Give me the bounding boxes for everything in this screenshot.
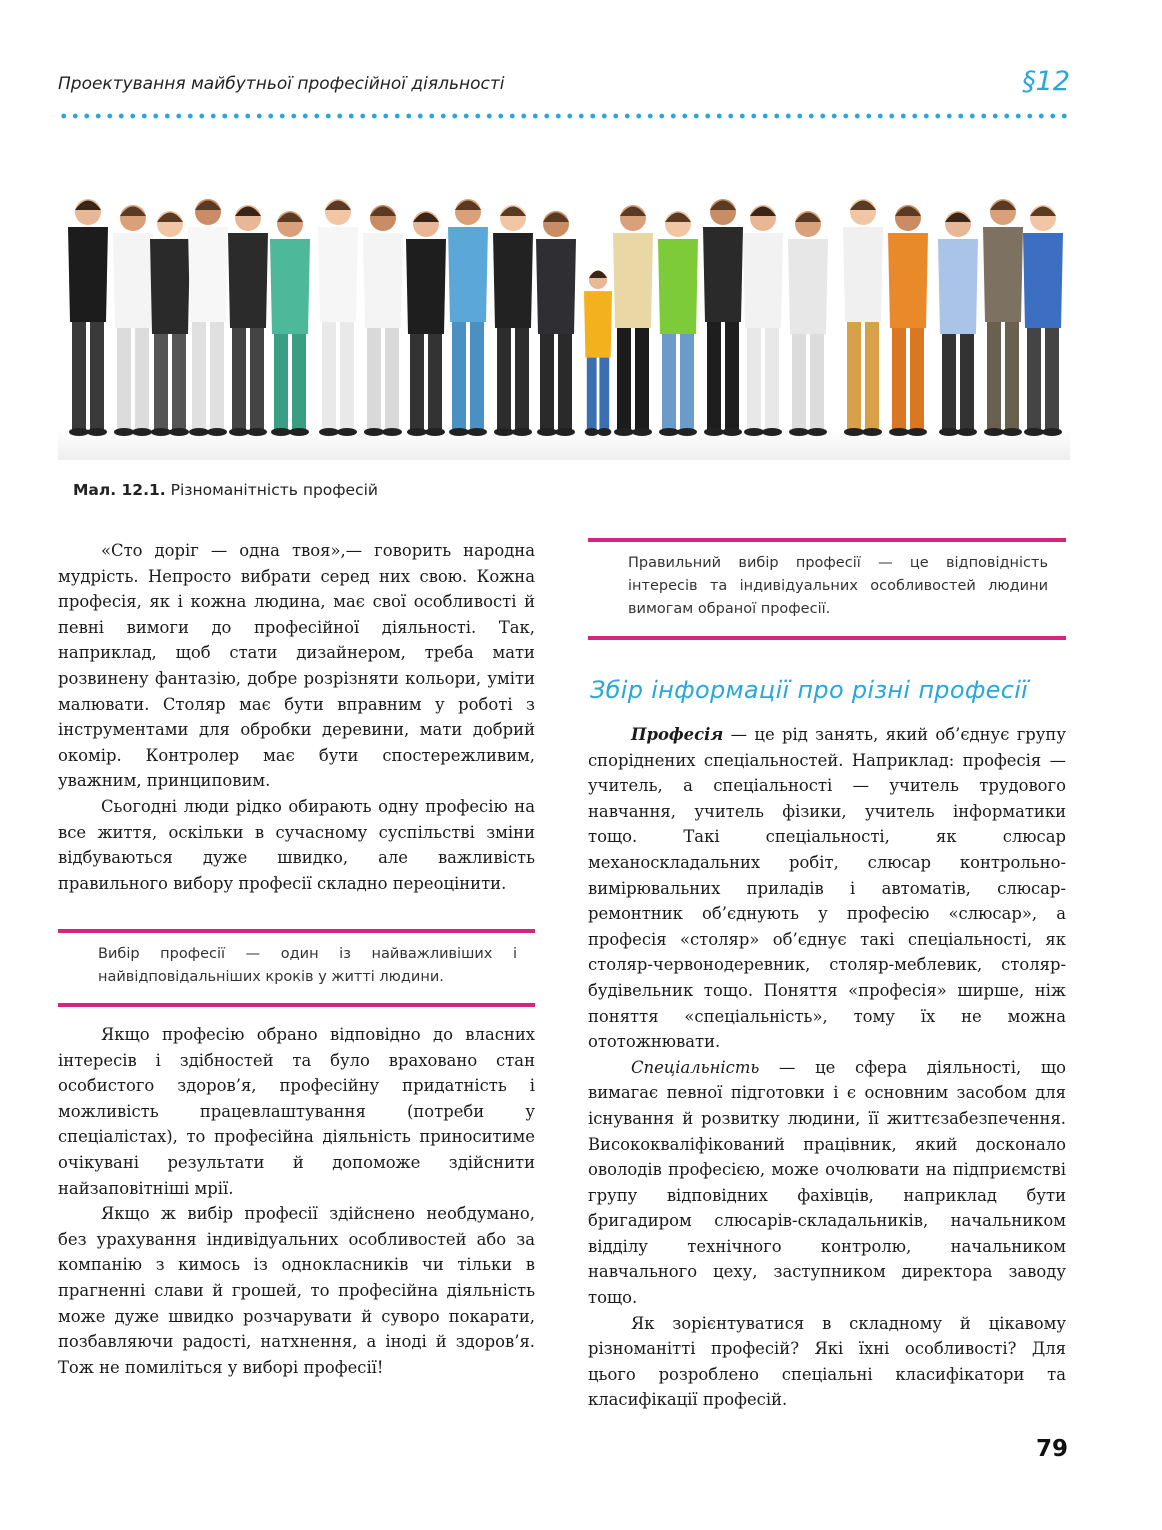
paragraph: Якщо ж вибір професії здійснено необдумано, без урахування індивідуальних особливостей або за компанію з кимось із однокласників чи тільки в прагненні слави й грошей, то професійна діяльність може дуже швидко розчарувати й суворо покарати, позбавляючи радості, натхнення, а іноді й здоров’я. Тож не помиліться у виборі професії!	[58, 1204, 535, 1377]
term-profession: Професія	[631, 725, 724, 744]
left-column-body	[58, 1022, 535, 1380]
professions-group-photo	[58, 160, 1070, 460]
paragraph	[588, 722, 1066, 1055]
key-statement-text: Правильний вибір професії — це відповідність інтересів та індивідуальних особливостей людини вимогам обраної професії.	[628, 555, 1048, 617]
paragraph	[588, 1055, 1066, 1311]
figure-caption	[73, 481, 378, 499]
definition-text: — це рід занять, який об’єднує групу споріднених спеціальностей. Наприклад: професія — учитель, а спеціальності — учитель трудового навчання, учитель фізики, учитель інформатики тощо. Такі спеціальності, як слюсар механоскладальних робіт, слюсар контрольно-вимірювальних приладів і автоматів, слюсар-ремонтник об’єднують у професію «слюсар», а професія «столяр» об’єднує такі спеціальності, як столяр-червонодеревник, столяр-меблевик, столяр-будівельник тощо. Поняття «професія» ширше, ніж поняття «спеціальність», тому їх не можна ототожнювати.	[588, 725, 1066, 1052]
key-statement-box-left	[58, 929, 535, 1007]
key-statement-text: Вибір професії — один із найважливіших і найвідповідальніших кроків у житті людини.	[98, 946, 517, 985]
figure-caption-label: Мал. 12.1.	[73, 481, 166, 499]
right-column-body	[588, 722, 1066, 1413]
section-number: §12	[1022, 66, 1070, 97]
paragraph: Як зорієнтуватися в складному й цікавому різноманітті професій? Які їхні особливості? Для цього розроблено спеціальні класифікатори та класифікації професій.	[588, 1313, 1066, 1410]
paragraph: Сьогодні люди рідко обирають одну професію на все життя, оскільки в сучасному суспільстві зміни відбуваються дуже швидко, але важливість правильного вибору професії складно переоцінити.	[58, 796, 535, 893]
running-header-title: Проектування майбутньої професійної діяльності	[58, 74, 505, 94]
definition-text: — це сфера діяльності, що вимагає певної підготовки і є основним засобом для існування й розвитку людини, її життєзабезпечення. Висококваліфікований працівник, який досконало оволодів професією, може очолювати на підприємстві групу відповідних фахівців, наприклад бути бригадиром слюсарів-складальників, начальником відділу технічного контролю, начальником навчального цеху, заступником директора заводу тощо.	[588, 1057, 1066, 1308]
key-statement-box-right	[588, 538, 1066, 640]
figure-caption-text: Різноманітність професій	[170, 481, 378, 499]
page-number: 79	[1035, 1436, 1068, 1462]
paragraph: Якщо професію обрано відповідно до власних інтересів і здібностей та було враховано стан особистого здоров’я, професійну придатність і можливість працевлаштування (потреби у спеціалістах), то професійна діяльність приноситиме очікувані результати й допоможе здійснити найзаповітніші мрії.	[58, 1025, 535, 1198]
left-column-intro	[58, 538, 535, 896]
paragraph: «Сто доріг — одна твоя»,— говорить народна мудрість. Непросто вибрати серед них свою. Кожна професія, як і кожна людина, має свої особливості й певні вимоги до професійної діяльності. Так, наприклад, щоб стати дизайнером, треба мати розвинену фантазію, добре розрізняти кольори, уміти малювати. Столяр має бути вправним у роботі з інструментами для обробки деревини, мати добрий окомір. Контролер має бути спостережливим, уважним, принциповим.	[58, 541, 535, 791]
header-dotted-divider	[58, 112, 1070, 120]
term-specialty: Спеціальність	[631, 1057, 760, 1077]
section-subheading: Збір інформації про різні професії	[590, 676, 1029, 704]
